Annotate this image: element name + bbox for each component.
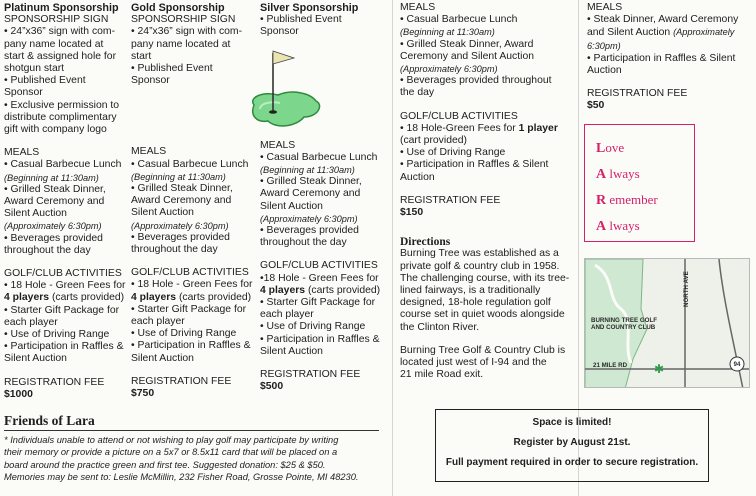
platinum-golf-heading: GOLF/CLUB ACTIVITIES <box>4 268 122 280</box>
gold-title: Gold Sponsorship <box>131 2 225 14</box>
silver-meal1: • Casual Barbecue Lunch <box>260 151 378 163</box>
single-golf1b: 1 player <box>518 122 558 134</box>
silver-meal3: • Beverages provided throughout the day <box>260 225 359 249</box>
gold-golf1a: • 18 Hole - Green Fees for <box>131 279 253 291</box>
lara-row-remember: R emember <box>596 192 658 208</box>
gold-column <box>131 2 255 400</box>
platinum-golf1a: • 18 Hole - Green Fees for <box>4 280 126 292</box>
platinum-meal1: • Casual Barbecue Lunch <box>4 159 122 171</box>
lara-acrostic-box <box>584 124 695 242</box>
single-meal2: • Grilled Steak Dinner, Award Ceremony and Silent Auction <box>400 38 535 62</box>
platinum-meal2-note: (Approximately 6:30pm) <box>4 221 102 232</box>
registration-notice-box <box>435 409 709 482</box>
silver-golf1c: (carts provided) <box>305 284 381 296</box>
platinum-meal3: • Beverages provided throughout the day <box>4 232 103 256</box>
gold-golf1-line <box>131 292 255 304</box>
dinner-item1: • Steak Dinner, Award Ceremony and Silent Auction <box>587 14 739 39</box>
directions-heading: Directions <box>400 236 451 249</box>
lara-row-always-2: A lways <box>596 218 640 234</box>
single-meal1: • Casual Barbecue Lunch <box>400 14 518 26</box>
platinum-meal2: • Grilled Steak Dinner, Award Ceremony and Silent Auction <box>4 183 106 220</box>
dinner-item1-note: (Approximately 6:30pm) <box>587 27 735 51</box>
single-golf-heading: GOLF/CLUB ACTIVITIES <box>400 110 518 122</box>
friends-of-lara-section <box>4 413 379 483</box>
platinum-sign: SPONSORSHIP SIGN • 24”x36” sign with com- pany name located at start & assigned hole for shotgun start • Published Event Sponsor • Exclusive permission to distribute complimentary gift with company logo <box>4 14 120 136</box>
gold-golf-heading: GOLF/CLUB ACTIVITIES <box>131 267 249 279</box>
silver-column <box>260 2 388 393</box>
dinner-meals-heading: MEALS <box>587 2 623 13</box>
dinner-item2: • Participation in Raffles & Silent Auction <box>587 52 736 77</box>
silver-golf1-line <box>260 285 388 297</box>
gold-meal1-note: (Beginning at 11:30am) <box>131 171 226 182</box>
map-road-21-mile: 21 MILE RD <box>593 362 628 369</box>
platinum-golf2: • Starter Gift Package for each player • Use of Driving Range • Participation in Raffles & Silent Auction <box>4 304 124 365</box>
gold-meal3: • Beverages provided throughout the day <box>131 231 230 256</box>
directions-para1: Burning Tree was established as a private golf & country club in 1958. The challenging course, with its tree- lined fairways, is a traditionally designed, 18-hole regulation golf course set in quiet woods alongside the Clinton River. <box>400 248 570 333</box>
gold-golf1b: 4 players <box>131 291 177 303</box>
platinum-meal1-note: (Beginning at 11:30am) <box>4 172 99 183</box>
silver-golf1a: •18 Hole - Green Fees for <box>260 272 379 284</box>
platinum-golf1-line <box>4 292 130 304</box>
map-club-label: BURNING TREE GOLF AND COUNTRY CLUB <box>591 317 657 331</box>
single-golf2: (cart provided) • Use of Driving Range • Participation in Raffles & Silent Auction <box>400 135 549 183</box>
gold-meals-heading: MEALS <box>131 146 167 158</box>
dinner-fee: $50 <box>587 100 605 112</box>
silver-meal2-note: (Approximately 6:30pm) <box>260 213 358 224</box>
silver-title: Silver Sponsorship <box>260 2 359 14</box>
silver-golf-heading: GOLF/CLUB ACTIVITIES <box>260 260 378 272</box>
platinum-column <box>4 2 130 401</box>
dinner-fee-heading: REGISTRATION FEE <box>587 88 688 100</box>
golf-green-illustration <box>246 45 326 133</box>
directions-para2: Burning Tree Golf & Country Club is located just west of I-94 and the 21 mile Road exit. <box>400 344 566 381</box>
single-meal1-note: (Beginning at 11:30am) <box>400 27 495 38</box>
gold-meal2: • Grilled Steak Dinner, Award Ceremony and Silent Auction <box>131 183 233 219</box>
platinum-title: Platinum Sponsorship <box>4 2 119 14</box>
single-golf1-line <box>400 123 576 135</box>
silver-fee: $500 <box>260 381 284 393</box>
single-fee: $150 <box>400 207 424 219</box>
gold-sign: SPONSORSHIP SIGN • 24”x36” sign with com- pany name located at start • Published Event Sponsor <box>131 14 243 87</box>
notice-line-2: Register by August 21st. <box>513 437 631 448</box>
single-golf1a: • 18 Hole-Green Fees for <box>400 122 519 134</box>
gold-fee: $750 <box>131 388 155 400</box>
gold-meal2-note: (Approximately 6:30pm) <box>131 220 229 231</box>
single-meals-heading: MEALS <box>400 2 436 13</box>
map-highway-94: 94 <box>733 362 741 368</box>
dinner-only-column <box>587 2 753 113</box>
single-fee-heading: REGISTRATION FEE <box>400 194 501 206</box>
friends-body: * Individuals unable to attend or not wishing to play golf may participate by writing their memory or provide a picture on a 5x7 or 8.5x11 card that will be placed on a board around the practice green and first tee. Suggested donation: $25 & $50. Memories may be sent to: Leslie McMillin, 232 Fisher Road, Grosse Pointe, MI 48230. <box>4 435 359 482</box>
gold-fee-heading: REGISTRATION FEE <box>131 375 232 387</box>
gold-meal1: • Casual Barbecue Lunch <box>131 158 249 170</box>
lara-row-love: Love <box>596 140 625 156</box>
silver-golf1b: 4 players <box>260 284 306 296</box>
map-club-marker-icon: ✱ <box>654 362 665 376</box>
gold-golf2: • Starter Gift Package for each player • Use of Driving Range • Participation in Raffles & Silent Auction <box>131 303 251 364</box>
silver-meal1-note: (Beginning at 11:30am) <box>260 165 355 176</box>
silver-fee-heading: REGISTRATION FEE <box>260 369 361 381</box>
gold-golf1c: (carts provided) <box>176 291 252 303</box>
platinum-fee: $1000 <box>4 388 33 400</box>
platinum-golf1c: (carts provided) <box>49 292 125 304</box>
silver-meals-heading: MEALS <box>260 139 296 151</box>
silver-golf2: • Starter Gift Package for each player • Use of Driving Range • Participation in Raffles & Silent Auction <box>260 297 380 357</box>
platinum-meals-heading: MEALS <box>4 147 40 159</box>
notice-line-1: Space is limited! <box>532 417 612 428</box>
lara-row-always-1: A lways <box>596 166 640 182</box>
silver-meal2: • Grilled Steak Dinner, Award Ceremony and Silent Auction <box>260 176 362 212</box>
single-player-column <box>400 2 576 381</box>
single-meal2-note: (Approximately 6:30pm) <box>400 64 498 75</box>
fold-line-1 <box>392 0 393 496</box>
silver-sign: • Published Event Sponsor <box>260 14 342 38</box>
map-road-north-ave: NORTH AVE <box>683 271 690 307</box>
single-meal3: • Beverages provided throughout the day <box>400 75 552 99</box>
location-map <box>584 258 750 388</box>
platinum-fee-heading: REGISTRATION FEE <box>4 376 105 388</box>
notice-line-3: Full payment required in order to secure registration. <box>445 457 699 468</box>
friends-title: Friends of Lara <box>4 413 379 431</box>
platinum-golf1b: 4 players <box>4 292 50 304</box>
